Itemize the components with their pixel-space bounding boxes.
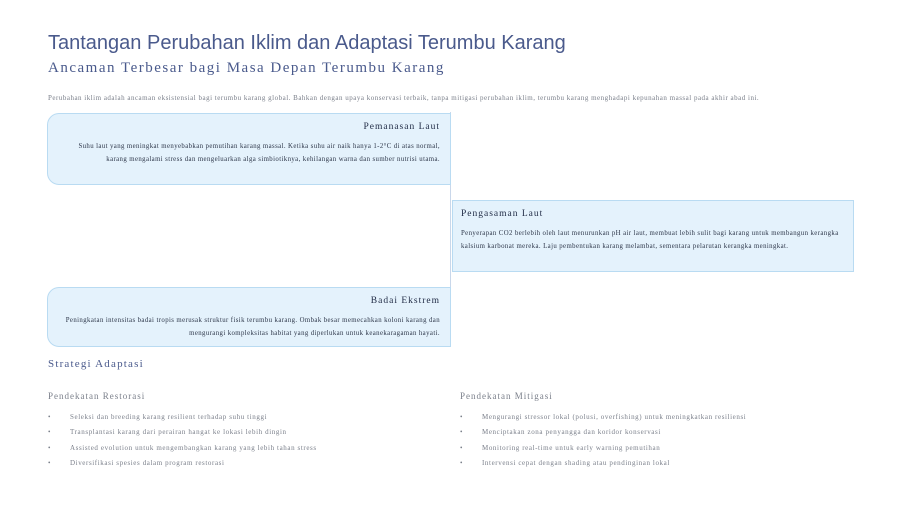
list-item: • Menciptakan zona penyangga dan koridor konservasi — [460, 428, 661, 437]
list-item: • Seleksi dan breeding karang resilient terhadap suhu tinggi — [48, 413, 268, 421]
threat-description: Peningkatan intensitas badai tropis merusak struktur fisik terumbu karang. Ombak besar memecahkan koloni karang dan mengurangi kompleksitas habitat yang diperlukan untuk keanekaragaman hayati. — [65, 317, 440, 337]
bullet: • — [48, 443, 52, 452]
bullet: • — [460, 458, 464, 467]
threat-card-ocean-warming — [47, 113, 451, 185]
bullet: • — [48, 428, 52, 437]
list-item: • Monitoring real-time untuk early warning pemutihan — [460, 443, 661, 452]
strategy-section-title: Strategi Adaptasi — [48, 358, 144, 370]
bullet: • — [460, 443, 464, 452]
threat-description: Suhu laut yang meningkat menyebabkan pemutihan karang massal. Ketika suhu air naik hanya 1-2°C di atas normal, karang mengalami stress dan mengeluarkan alga simbiotiknya, kehilangan warna dan sumber nutrisi utama. — [78, 143, 440, 163]
threat-title: Pemanasan Laut — [363, 122, 440, 132]
threat-description: Penyerapan CO2 berlebih oleh laut menurunkan pH air laut, membuat lebih sulit bagi karang untuk membangun kerangka kalsium karbonat mereka. Laju pembentukan karang melambat, sementara pelarutan kerangka meningkat. — [461, 230, 839, 250]
bullet: • — [48, 413, 52, 421]
threat-title: Badai Ekstrem — [370, 296, 440, 306]
threat-card-extreme-storms — [47, 287, 451, 347]
bullet: • — [48, 458, 52, 467]
mitigation-heading: Pendekatan Mitigasi — [460, 391, 553, 401]
list-item: • Intervensi cepat dengan shading atau pendinginan lokal — [460, 458, 670, 467]
list-item: • Diversifikasi spesies dalam program restorasi — [48, 458, 225, 467]
threat-title: Pengasaman Laut — [461, 209, 544, 219]
restoration-heading: Pendekatan Restorasi — [48, 391, 146, 401]
list-item: • Transplantasi karang dari perairan hangat ke lokasi lebih dingin — [48, 428, 287, 437]
mitigation-list — [460, 413, 746, 474]
list-item: • Mengurangi stressor lokal (polusi, overfishing) untuk meningkatkan resiliensi — [460, 413, 747, 421]
bullet: • — [460, 428, 464, 437]
page-title: Tantangan Perubahan Iklim dan Adaptasi Terumbu Karang — [48, 32, 566, 54]
threat-card-ocean-acidification — [452, 200, 854, 272]
intro-text: Perubahan iklim adalah ancaman eksistensial bagi terumbu karang global. Bahkan dengan upaya konservasi terbaik, tanpa mitigasi perubahan iklim, terumbu karang menghadapi kepunahan massal pada akhir abad ini. — [48, 94, 760, 102]
bullet: • — [460, 413, 464, 421]
restoration-list — [48, 413, 317, 474]
page-subtitle: Ancaman Terbesar bagi Masa Depan Terumbu Karang — [48, 60, 445, 76]
list-item: • Assisted evolution untuk mengembangkan karang yang lebih tahan stress — [48, 443, 317, 452]
